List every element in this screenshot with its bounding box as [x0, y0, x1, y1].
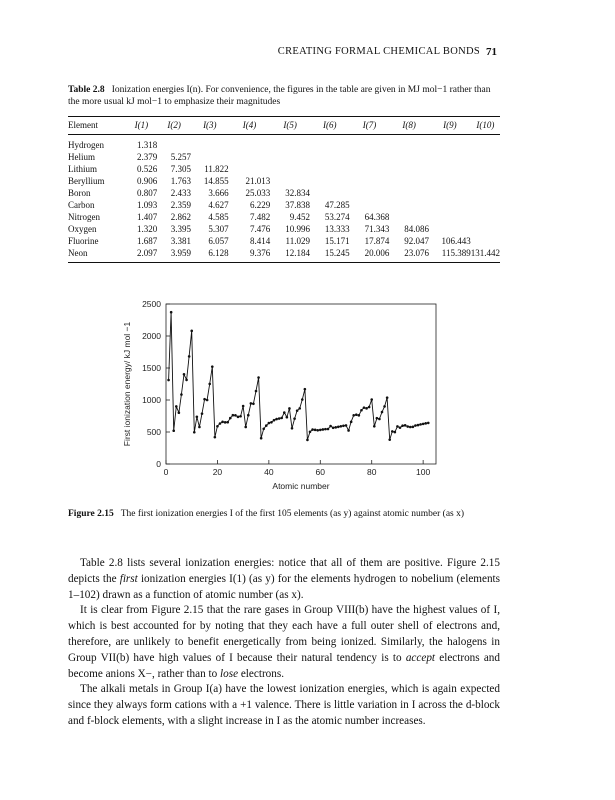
data-point [368, 406, 371, 409]
table-cell: 25.033 [245, 188, 271, 198]
table-cell [270, 135, 310, 152]
table-header-2: I(2) [167, 120, 181, 130]
table-cell: 8.414 [250, 236, 271, 246]
data-point [183, 373, 186, 376]
data-point [280, 417, 283, 420]
x-tick-label: 0 [163, 467, 169, 477]
data-point [193, 431, 196, 434]
table-cell: 5.257 [170, 152, 191, 162]
table-body [68, 135, 500, 263]
table-cell: 6.128 [208, 248, 229, 258]
table-cell: 17.874 [364, 236, 390, 246]
table-cell: 1.318 [137, 140, 158, 150]
data-point [301, 398, 304, 401]
data-point [201, 412, 204, 415]
table-header-9: I(9) [443, 120, 457, 130]
data-point [358, 414, 361, 417]
data-point [296, 409, 299, 412]
data-point [216, 425, 219, 428]
table-row [68, 199, 500, 211]
data-point [347, 429, 350, 432]
table-header-1: I(1) [134, 120, 149, 130]
table-cell [471, 235, 500, 247]
data-point [373, 425, 376, 428]
table-cell [310, 163, 350, 175]
data-point [239, 415, 242, 418]
table-cell [350, 175, 390, 187]
data-point [278, 417, 281, 420]
table-cell [191, 151, 229, 163]
data-point [352, 414, 355, 417]
table-cell: 92.047 [404, 236, 429, 246]
data-point [234, 414, 237, 417]
data-point [342, 424, 345, 427]
table-row [68, 235, 500, 247]
table-cell [389, 211, 429, 223]
table-cell [389, 187, 429, 199]
data-point [268, 422, 271, 425]
table-cell: 5.307 [208, 224, 229, 234]
table-cell [270, 151, 310, 163]
table-cell [471, 187, 500, 199]
table-cell: Hydrogen [68, 140, 104, 150]
data-point [381, 411, 384, 414]
table-cell [471, 151, 500, 163]
table-cell: 4.627 [208, 200, 229, 210]
table-cell [471, 223, 500, 235]
data-point [260, 437, 263, 440]
table-cell: 2.097 [137, 248, 158, 258]
x-tick-label: 60 [315, 467, 326, 477]
table-cell: 15.171 [324, 236, 350, 246]
data-point [250, 402, 253, 405]
data-point [167, 379, 170, 382]
table-header-6: I(6) [323, 120, 337, 130]
data-point [332, 426, 335, 429]
table-cell: 106.443 [441, 236, 471, 246]
table-cell: 4.585 [208, 212, 229, 222]
table-cell: 1.687 [137, 236, 158, 246]
data-point [265, 424, 268, 427]
data-point [226, 421, 229, 424]
data-point [322, 428, 325, 431]
table-cell: 3.395 [170, 224, 191, 234]
table-cell: 14.855 [203, 176, 229, 186]
y-tick-label: 500 [146, 427, 161, 437]
data-point [340, 425, 343, 428]
y-tick-label: 1000 [142, 395, 161, 405]
data-point [350, 421, 353, 424]
table-cell: 7.305 [170, 164, 191, 174]
table-cell: Oxygen [68, 224, 97, 234]
table-cell: 23.076 [404, 248, 429, 258]
table-header-10: I(10) [476, 120, 495, 130]
table-cell [229, 163, 271, 175]
data-point [409, 426, 412, 429]
data-point [337, 426, 340, 429]
data-point [221, 421, 224, 424]
table-cell [191, 135, 229, 152]
x-tick-label: 80 [366, 467, 377, 477]
table-row [68, 247, 500, 263]
table-cell [471, 163, 500, 175]
table-cell: Lithium [68, 164, 97, 174]
data-point [190, 330, 193, 333]
table-cell: 12.184 [285, 248, 310, 258]
data-point [401, 424, 404, 427]
table-cell: 2.359 [170, 200, 191, 210]
data-point [237, 416, 240, 419]
data-point [242, 405, 245, 408]
table-cell: 37.838 [285, 200, 310, 210]
running-head: CREATING FORMAL CHEMICAL BONDS [277, 46, 480, 57]
table-cell: 9.376 [250, 248, 271, 258]
table-header-3: I(3) [203, 120, 217, 130]
data-point [417, 424, 420, 427]
table-cell [310, 151, 350, 163]
table-cell: 10.996 [285, 224, 310, 234]
table-cell: Boron [68, 188, 91, 198]
data-point [180, 393, 183, 396]
paragraph-1: Table 2.8 lists several ionization energies: notice that all of them are positive. Figure 2.15 depicts the first ionization energies I(1) (as y) for the elements hydrogen to nobelium (elements 1–102) drawn as a function of atomic number (as x). [68, 557, 501, 601]
table-cell: 131.442 [470, 248, 500, 258]
table-caption [68, 84, 500, 108]
table-cell: 71.343 [364, 224, 390, 234]
data-point [229, 417, 232, 420]
table-label: Table 2.8 [68, 85, 105, 95]
table-row [68, 211, 500, 223]
table-cell: 2.379 [137, 152, 158, 162]
data-point [291, 427, 294, 430]
table-cell: 9.452 [289, 212, 310, 222]
data-point [406, 425, 409, 428]
table-cell [389, 199, 429, 211]
data-point [196, 415, 199, 418]
y-tick-label: 1500 [142, 363, 161, 373]
data-point [399, 426, 402, 429]
paragraph-3: The alkali metals in Group I(a) have the lowest ionization energies, which is again expected since they always form cations with a +1 valence. There is little variation in I across the d-block and f-block elements, with a slight increase in I as the atomic number increases. [68, 683, 500, 727]
table-cell: Fluorine [68, 236, 99, 246]
table-header-8: I(8) [402, 120, 416, 130]
table-cell [429, 175, 471, 187]
data-point [327, 428, 330, 431]
table-cell [270, 163, 310, 175]
data-point [188, 355, 191, 358]
y-tick-label: 2000 [142, 331, 161, 341]
data-point [208, 383, 211, 386]
data-point [424, 422, 427, 425]
data-point [309, 431, 312, 434]
table-cell [229, 135, 271, 152]
plot-frame [166, 304, 436, 464]
data-point [316, 429, 319, 432]
table-cell [429, 151, 471, 163]
table-cell: 2.433 [170, 188, 191, 198]
data-point [334, 426, 337, 429]
table-cell: 32.834 [285, 188, 310, 198]
data-point [324, 428, 327, 431]
data-point [170, 311, 173, 314]
table-cell [157, 135, 191, 152]
data-point [304, 388, 307, 391]
series-line [169, 312, 429, 440]
table-cell: 1.763 [170, 176, 191, 186]
table-cell: 47.285 [324, 200, 350, 210]
ionization-table [68, 116, 500, 263]
table-cell [429, 163, 471, 175]
data-point [311, 428, 314, 431]
data-point [198, 426, 201, 429]
data-point [275, 418, 278, 421]
table-cell: Neon [68, 248, 88, 258]
data-point [378, 418, 381, 421]
data-point [247, 414, 250, 417]
data-point [370, 398, 373, 401]
data-point [185, 379, 188, 382]
data-point [427, 422, 430, 425]
data-point [298, 407, 301, 410]
data-point [422, 423, 425, 426]
paragraph-2: It is clear from Figure 2.15 that the rare gases in Group VIII(b) have the highest values of I, which is best accounted for by noting that they each have a full outer shell of electrons and, therefore, are unlikely to benefit energetically from being ionized. Similarly, the halogens in Group VII(b) have high values of I because their natural tendency is to accept electrons and become anions X−, rather than to lose electrons. [68, 604, 500, 680]
table-cell [429, 211, 471, 223]
table-row [68, 135, 500, 152]
data-point [412, 426, 415, 429]
table-row [68, 223, 500, 235]
table-cell: 7.476 [250, 224, 271, 234]
data-point [214, 436, 217, 439]
data-point [257, 376, 260, 379]
data-point [232, 414, 235, 417]
table-cell [350, 187, 390, 199]
table-cell: 0.807 [137, 188, 158, 198]
table-cell [429, 223, 471, 235]
table-cell: 64.368 [364, 212, 390, 222]
data-point [178, 411, 181, 414]
table-header-row [68, 117, 500, 135]
ionization-chart [116, 296, 446, 506]
table-cell [429, 187, 471, 199]
table-cell: 1.093 [137, 200, 158, 210]
table-cell: 0.906 [137, 176, 158, 186]
table-cell [389, 175, 429, 187]
data-point [270, 421, 273, 424]
data-point [386, 396, 389, 399]
data-point [355, 413, 358, 416]
data-point [363, 406, 366, 409]
figure-caption [68, 508, 500, 520]
data-point [293, 417, 296, 420]
data-point [306, 439, 309, 442]
table-cell: 0.526 [137, 164, 158, 174]
table-cell [389, 135, 429, 152]
data-point [211, 365, 214, 368]
table-cell: 3.381 [170, 236, 191, 246]
data-point [172, 429, 175, 432]
table-cell: Carbon [68, 200, 95, 210]
data-point [360, 409, 363, 412]
figure-label: Figure 2.15 [68, 509, 114, 519]
table-cell: 11.029 [285, 236, 310, 246]
table-cell: Nitrogen [68, 212, 100, 222]
table-row [68, 187, 500, 199]
data-point [175, 405, 178, 408]
table-cell [471, 211, 500, 223]
x-axis-label: Atomic number [272, 481, 330, 491]
y-axis-label: First ionization energy/ kJ mol −1 [122, 321, 132, 447]
table-cell [471, 135, 500, 152]
data-point [244, 426, 247, 429]
data-point [396, 425, 399, 428]
data-point [262, 428, 265, 431]
table-cell [310, 175, 350, 187]
x-tick-label: 40 [264, 467, 274, 477]
data-point [388, 438, 391, 441]
table-cell: 2.862 [170, 212, 191, 222]
data-point [283, 411, 286, 414]
table-row [68, 151, 500, 163]
data-point [319, 429, 322, 432]
data-point [206, 399, 209, 402]
y-tick-label: 2500 [142, 299, 161, 309]
data-point [288, 407, 291, 410]
table-cell: 7.482 [250, 212, 271, 222]
table-cell: 3.666 [208, 188, 229, 198]
data-point [273, 419, 276, 422]
table-row [68, 163, 500, 175]
table-cell: 6.229 [250, 200, 271, 210]
table-cell [229, 151, 271, 163]
data-point [203, 398, 206, 401]
data-point [414, 424, 417, 427]
table-cell [471, 175, 500, 187]
data-point [329, 425, 332, 428]
table-cell [350, 151, 390, 163]
table-cell [429, 199, 471, 211]
table-cell: 115.389 [441, 248, 471, 258]
table-cell [429, 135, 471, 152]
table-cell: Beryllium [68, 176, 105, 186]
x-tick-label: 100 [416, 467, 431, 477]
data-point [219, 422, 222, 425]
table-cell [471, 199, 500, 211]
table-cell: 20.006 [364, 248, 390, 258]
table-cell: 84.086 [404, 224, 429, 234]
table-cell: 53.274 [324, 212, 350, 222]
data-point [345, 424, 348, 427]
data-point [383, 405, 386, 408]
data-point [394, 431, 397, 434]
table-row [68, 175, 500, 187]
table-cell: 15.245 [324, 248, 350, 258]
figure-caption-text: The first ionization energies I of the first 105 elements (as y) against atomic number (as x) [120, 509, 465, 519]
page-number: 71 [486, 46, 497, 58]
data-point [376, 417, 379, 420]
table-cell: 1.407 [137, 212, 158, 222]
table-cell: Helium [68, 152, 95, 162]
body-text [68, 556, 500, 730]
data-point [404, 424, 407, 427]
table-cell [389, 163, 429, 175]
table-cell [270, 175, 310, 187]
table-header-5: I(5) [283, 120, 297, 130]
table-cell [350, 199, 390, 211]
table-header-0: Element [68, 120, 98, 130]
table-cell [310, 187, 350, 199]
data-point [391, 430, 394, 433]
table-cell: 1.320 [137, 224, 158, 234]
data-point [365, 407, 368, 410]
table-cell [350, 135, 390, 152]
table-cell [310, 135, 350, 152]
x-tick-label: 20 [212, 467, 223, 477]
data-point [255, 390, 258, 393]
data-point [224, 421, 227, 424]
data-point [419, 423, 422, 426]
data-point [252, 402, 255, 405]
y-tick-label: 0 [156, 459, 161, 469]
table-cell [350, 163, 390, 175]
table-cell: 6.057 [208, 236, 229, 246]
table-cell: 13.333 [324, 224, 350, 234]
table-header-4: I(4) [242, 120, 257, 130]
data-point [314, 429, 317, 432]
table-cell [389, 151, 429, 163]
table-cell: 21.013 [245, 176, 271, 186]
table-cell: 3.959 [170, 248, 191, 258]
table-header-7: I(7) [362, 120, 377, 130]
data-point [286, 416, 289, 419]
table-caption-text: Ionization energies I(n). For convenience, the figures in the table are given in MJ mol−1 rather than the more usual kJ mol−1 to emphasize their magnitudes [68, 85, 491, 107]
table-cell: 11.822 [204, 164, 229, 174]
